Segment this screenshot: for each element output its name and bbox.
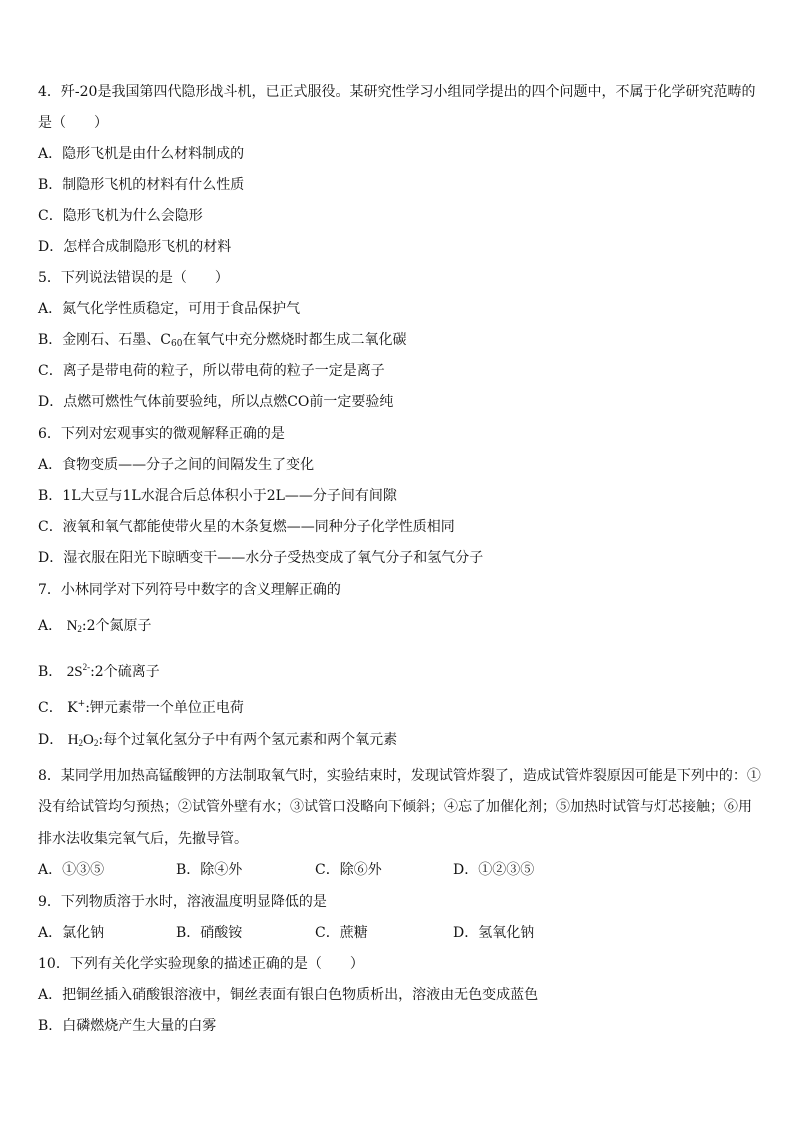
q5-option-c: C．离子是带电荷的粒子，所以带电荷的粒子一定是离子 [38,363,385,379]
q8-stem-line1: 8．某同学用加热高锰酸钾的方法制取氧气时，实验结束时，发现试管炸裂了，造成试管炸裂原因可能是下列中的：① [38,768,761,784]
q6-stem: 6．下列对宏观事实的微观解释正确的是 [38,426,285,442]
q5-option-a: A．氮气化学性质稳定，可用于食品保护气 [38,301,301,317]
q7-d-subscript-1: 2 [78,738,84,748]
q10-stem: 10．下列有关化学实验现象的描述正确的是（ ） [38,956,364,972]
q7-option-c-label: C． [38,700,63,716]
q7-b-superscript: 2- [82,662,91,672]
q7-option-c [38,694,244,718]
q6-option-a: A．食物变质——分子之间的间隔发生了变化 [38,457,315,473]
q5-option-b-subscript: 60 [171,339,183,349]
q7-option-d-text: :每个过氧化氢分子中有两个氢元素和两个氧元素 [98,732,398,748]
q7-b-element: 2S [66,664,83,680]
q8-option-d: D．①②③⑤ [453,862,535,878]
q8-stem-line2: 没有给试管均匀预热；②试管外壁有水；③试管口没略向下倾斜；④忘了加催化剂；⑤加热时试管与灯芯接触；⑥用 [38,799,752,815]
q7-option-a-label: A． [38,618,63,634]
q8-option-a: A．①③⑤ [38,862,105,878]
q5-stem: 5．下列说法错误的是（ ） [38,270,229,286]
q9-stem: 9．下列物质溶于水时，溶液温度明显降低的是 [38,894,327,910]
q8-option-b: B．除④外 [176,862,243,878]
q7-option-b-text: :2个硫离子 [90,664,160,680]
q6-option-d: D．湿衣服在阳光下晾晒变干——水分子受热变成了氧气分子和氢气分子 [38,550,484,566]
q7-option-b-label: B． [38,664,63,680]
q6-option-b: B．1L大豆与1L水混合后总体积小于2L——分子间有间隙 [38,488,397,504]
q8-options [0,860,794,880]
q8-stem-line3: 排水法收集完氧气后，先撤导管。 [38,831,248,847]
q7-a-element: N [66,618,78,634]
q5-option-b-post: 在氧气中充分燃烧时都生成二氧化碳 [182,332,407,348]
q5-option-b-pre: B．金刚石、石墨、C [38,332,171,348]
q7-option-d-label: D． [38,732,64,748]
q8-option-c: C．除⑥外 [315,862,382,878]
q7-d-subscript-2: 2 [93,738,99,748]
q6-option-c: C．液氧和氧气都能使带火星的木条复燃——同种分子化学性质相同 [38,519,455,535]
q7-option-d-symbol [68,732,99,748]
q7-option-b-symbol [67,664,90,680]
q7-option-c-text: :钾元素带一个单位正电荷 [85,700,244,716]
q7-a-subscript: 2 [77,624,82,634]
q4-stem-line2: 是（ ） [38,115,108,131]
q9-option-c: C．蔗糖 [315,925,368,941]
q4-option-a: A．隐形飞机是由什么材料制成的 [38,146,245,162]
q9-option-b: B．硝酸铵 [176,925,243,941]
q7-option-c-symbol [67,700,85,716]
q4-option-d: D．怎样合成制隐形飞机的材料 [38,239,232,255]
q5-option-d: D．点燃可燃性气体前要验纯，所以点燃CO前一定要验纯 [38,394,394,410]
q4-stem-line1: 4．歼-20是我国第四代隐形战斗机，已正式服役。某研究性学习小组同学提出的四个问题中，不属于化学研究范畴的 [38,84,756,100]
q7-stem: 7．小林同学对下列符号中数字的含义理解正确的 [38,582,341,598]
q10-option-a: A．把铜丝插入硝酸银溶液中，铜丝表面有银白色物质析出，溶液由无色变成蓝色 [38,987,539,1003]
q9-option-a: A．氯化钠 [38,925,105,941]
q9-option-d: D．氢氧化钠 [453,925,535,941]
q7-option-a-symbol [67,618,82,634]
q4-option-c: C．隐形飞机为什么会隐形 [38,208,203,224]
q9-options [0,923,794,943]
q7-d-element-o: O [83,732,94,748]
q7-option-b [38,657,160,682]
q7-option-a [38,616,152,639]
q7-d-element-h: H [67,732,79,748]
q7-c-element: K [67,700,78,716]
q10-option-b: B．白磷燃烧产生大量的白雾 [38,1018,217,1034]
q7-option-d [38,730,397,753]
q7-option-a-text: :2个氮原子 [81,618,152,634]
q7-c-superscript: + [77,699,86,709]
q5-option-b [38,330,406,354]
q4-option-b: B．制隐形飞机的材料有什么性质 [38,177,245,193]
